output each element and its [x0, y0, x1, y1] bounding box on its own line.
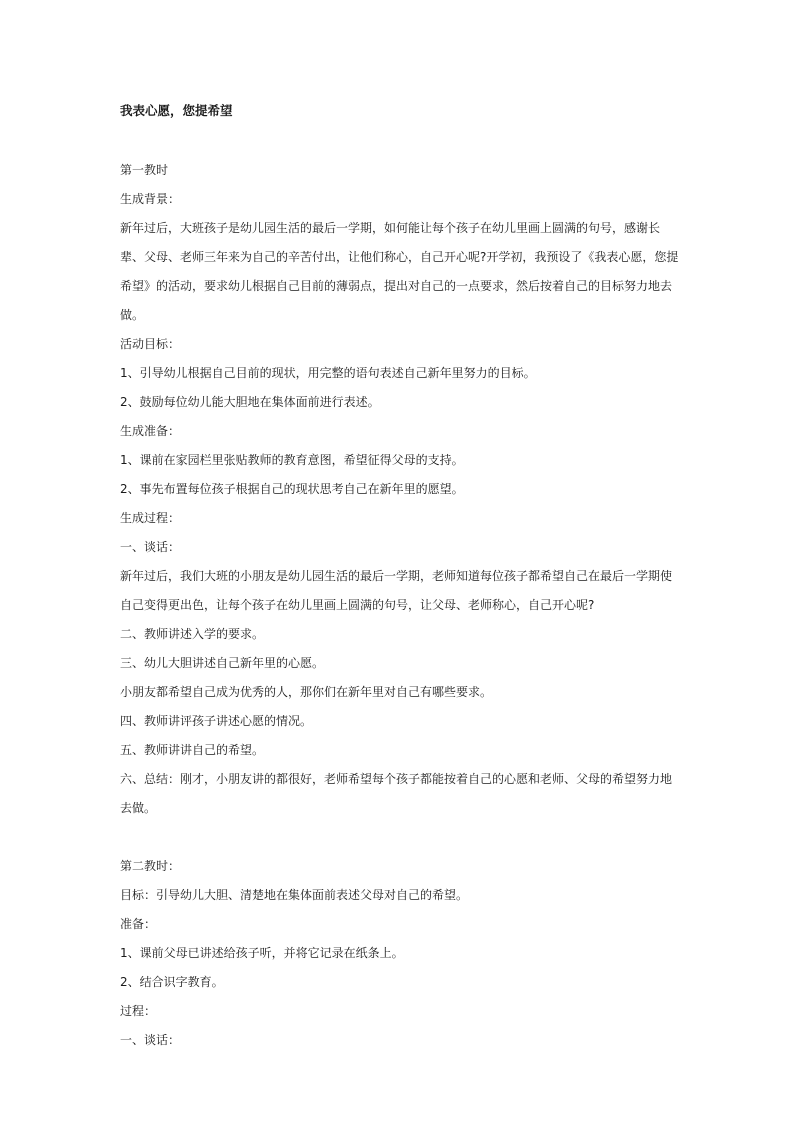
talk-label: 一、谈话： — [120, 540, 181, 554]
process-step: 二、教师讲述入学的要求。 — [120, 627, 265, 641]
document-title: 我表心愿，您提希望 — [120, 103, 233, 118]
background-paragraph: 新年过后，大班孩子是幼儿园生活的最后一学期，如何能让每个孩子在幼儿里画上圆满的句号，感谢长辈、父母、老师三年来为自己的辛苦付出，让他们称心，自己开心呢?开学初，我预设了《我表心愿，您提希望》的活动，要求幼儿根据自己目前的薄弱点，提出对自己的一点要求，然后按着自己的目标努力地去做。 — [120, 221, 679, 322]
prep-item: 1、课前在家园栏里张贴教师的教育意图，希望征得父母的支持。 — [120, 453, 464, 467]
lesson2-talk-label: 一、谈话： — [120, 1033, 181, 1047]
section-spacer — [120, 823, 680, 852]
process-label: 生成过程： — [120, 511, 181, 525]
lesson1-heading: 第一教时 — [120, 163, 169, 177]
lesson2-goal: 目标：引导幼儿大胆、清楚地在集体面前表述父母对自己的希望。 — [120, 888, 469, 902]
prep-item: 2、事先布置每位孩子根据自己的现状思考自己在新年里的愿望。 — [120, 482, 464, 496]
prep-label: 生成准备： — [120, 424, 181, 438]
document-body — [120, 156, 680, 1055]
lesson2-process-label: 过程： — [120, 1004, 157, 1018]
goals-label: 活动目标： — [120, 337, 181, 351]
talk-paragraph: 新年过后，我们大班的小朋友是幼儿园生活的最后一学期，老师知道每位孩子都希望自己在最后一学期使自己变得更出色，让每个孩子在幼儿里画上圆满的句号，让父母、老师称心，自己开心呢? — [120, 569, 673, 612]
background-label: 生成背景： — [120, 192, 181, 206]
lesson2-prep-item: 2、结合识字教育。 — [120, 975, 224, 989]
process-step: 五、教师讲讲自己的希望。 — [120, 743, 265, 757]
process-step: 三、幼儿大胆讲述自己新年里的心愿。 — [120, 656, 325, 670]
goal-item: 1、引导幼儿根据自己目前的现状，用完整的语句表述自己新年里努力的目标。 — [120, 366, 536, 380]
process-step: 小朋友都希望自己成为优秀的人，那你们在新年里对自己有哪些要求。 — [120, 685, 493, 699]
summary-step: 六、总结：刚才，小朋友讲的都很好，老师希望每个孩子都能按着自己的心愿和老师、父母的希望努力地去做。 — [120, 772, 673, 815]
process-step: 四、教师讲评孩子讲述心愿的情况。 — [120, 714, 313, 728]
lesson2-prep-item: 1、课前父母已讲述给孩子听，并将它记录在纸条上。 — [120, 946, 404, 960]
lesson2-prep-label: 准备： — [120, 917, 157, 931]
goal-item: 2、鼓励每位幼儿能大胆地在集体面前进行表述。 — [120, 395, 380, 409]
lesson2-heading: 第二教时： — [120, 859, 181, 873]
